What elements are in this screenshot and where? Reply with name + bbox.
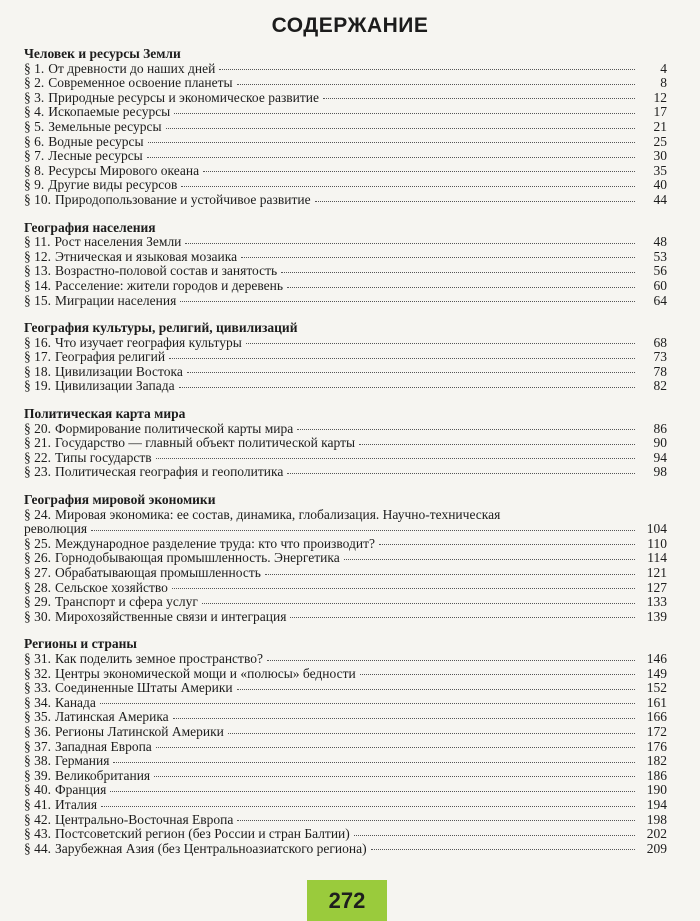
toc-entry-title [24,178,177,193]
page-ref: 209 [646,840,667,856]
section-number: § 43. [24,826,51,842]
dot-leader [354,835,635,836]
page-ref: 12 [653,89,667,105]
toc-entry-title [24,681,233,696]
toc-entry[interactable] [24,379,667,394]
toc-entry-title [24,667,356,682]
page-ref: 176 [646,738,667,754]
toc-entry-title [24,551,340,566]
entry-text: Государство — главный объект политической карты [55,435,356,451]
entry-text: Международное разделение труда: кто что производит? [55,535,375,551]
entry-text: Возрастно-половой состав и занятость [55,263,278,279]
entry-text: Соединенные Штаты Америки [55,680,233,696]
dot-leader [371,849,635,850]
toc-entry-title [24,710,169,725]
section-number: § 15. [24,292,51,308]
page-ref: 98 [653,464,667,480]
toc-entry[interactable] [24,451,667,466]
entry-text: Что изучает география культуры [55,334,242,350]
toc-entry-title [24,740,152,755]
dot-leader [202,603,635,604]
toc-entry[interactable] [24,91,667,106]
toc-entry[interactable] [24,365,667,380]
toc-entry[interactable] [24,294,667,309]
entry-text: Цивилизации Востока [55,363,183,379]
toc-entry-title [24,91,319,106]
toc-entry[interactable] [24,436,667,451]
section-number: § 6. [24,133,45,149]
dot-leader [101,806,635,807]
section-number: § 25. [24,535,51,551]
page-ref: 190 [646,782,667,798]
toc-entry-title [24,436,355,451]
entry-text: Латинская Америка [55,709,169,725]
entry-text: Лесные ресурсы [48,148,143,164]
toc-entry-title [24,842,367,857]
toc-entry-title [24,754,109,769]
page-ref: 127 [646,579,667,595]
toc-entry-title [24,294,176,309]
page-ref: 44 [653,191,667,207]
dot-leader [287,287,635,288]
entry-text: Этническая и языковая мозаика [55,248,238,264]
page-ref: 194 [646,796,667,812]
toc-entry-title [24,610,286,625]
section-number: § 35. [24,709,51,725]
dot-leader [169,358,635,359]
entry-text: Другие виды ресурсов [48,177,178,193]
dot-leader [185,243,635,244]
toc-entry[interactable] [24,798,667,813]
page-ref: 186 [646,767,667,783]
section-number: § 40. [24,782,51,798]
page-ref: 25 [653,133,667,149]
section-number: § 13. [24,263,51,279]
section-number: § 4. [24,104,45,120]
toc-entry-title [24,827,350,842]
toc-entry[interactable] [24,740,667,755]
entry-text: Политическая география и геополитика [55,464,284,480]
toc-entry[interactable] [24,164,667,179]
section-number: § 3. [24,89,45,105]
section-number: § 44. [24,840,51,856]
page-ref: 139 [646,608,667,624]
page-ref: 149 [646,665,667,681]
section-number: § 41. [24,796,51,812]
entry-text: От древности до наших дней [48,60,216,76]
entry-text: Мировая экономика: ее состав, динамика, глобализация. Научно-техническая [55,506,501,522]
section-number: § 16. [24,334,51,350]
toc-entry-title [24,783,106,798]
toc-entry-title [24,422,293,437]
toc-entry[interactable] [24,235,667,250]
toc-entry-title [24,164,199,179]
section-number: § 38. [24,753,51,769]
toc-section [24,47,667,208]
entry-text: Расселение: жители городов и деревень [55,277,284,293]
section-number: § 42. [24,811,51,827]
page-ref: 94 [653,449,667,465]
toc-entry[interactable] [24,178,667,193]
entry-text: Франция [55,782,107,798]
section-number: § 24. [24,506,51,522]
toc-entry-title [24,813,233,828]
toc-entry[interactable] [24,610,667,625]
toc-entry-title [24,379,175,394]
entry-text: Сельское хозяйство [55,579,168,595]
toc-entry[interactable] [24,667,667,682]
toc-entry[interactable] [24,827,667,842]
page-ref: 21 [653,118,667,134]
dot-leader [287,473,635,474]
toc-entry-title [24,508,500,523]
toc-entry-title [24,696,96,711]
dot-leader [173,718,635,719]
page-ref: 53 [653,248,667,264]
section-number: § 14. [24,277,51,293]
toc-entry[interactable] [24,783,667,798]
entry-text: Современное освоение планеты [48,75,233,91]
entry-text: Зарубежная Азия (без Центральноазиатского региона) [55,840,367,856]
toc-entry[interactable] [24,595,667,610]
dot-leader [154,776,635,777]
toc-entry[interactable] [24,681,667,696]
dot-leader [315,201,635,202]
toc-entry-title [24,451,152,466]
dot-leader [110,791,635,792]
page-ref: 202 [646,826,667,842]
section-heading: Регионы и страны [24,636,137,652]
toc-section [24,321,667,394]
toc-entry[interactable] [24,813,667,828]
entry-text: Горнодобывающая промышленность. Энергетика [55,550,340,566]
page-ref: 198 [646,811,667,827]
page-ref: 78 [653,363,667,379]
toc-entry-title [24,62,215,77]
toc-entry[interactable] [24,769,667,784]
entry-text: Германия [55,753,110,769]
section-number: § 8. [24,162,45,178]
toc-entry[interactable] [24,508,667,523]
entry-text: Цивилизации Запада [55,378,175,394]
toc-entry[interactable] [24,696,667,711]
toc-section [24,407,667,480]
dot-leader [237,84,635,85]
toc-entry[interactable] [24,149,667,164]
dot-leader [281,272,635,273]
entry-text: Мирохозяйственные связи и интеграция [55,608,287,624]
toc-entry[interactable] [24,76,667,91]
toc-entry[interactable] [24,105,667,120]
dot-leader [267,660,635,661]
dot-leader [172,588,635,589]
section-number: § 1. [24,60,45,76]
toc-section [24,637,667,856]
toc-entry[interactable] [24,279,667,294]
section-number: § 7. [24,148,45,164]
toc-entry-title [24,652,263,667]
dot-leader [379,544,635,545]
section-number: § 26. [24,550,51,566]
toc-entry[interactable] [24,336,667,351]
entry-text: Великобритания [55,767,151,783]
toc-section [24,493,667,624]
entry-text: Западная Европа [55,738,152,754]
page-ref: 86 [653,420,667,436]
toc-entry[interactable] [24,193,667,208]
section-heading: Политическая карта мира [24,406,186,422]
page-ref: 82 [653,378,667,394]
section-number: § 20. [24,420,51,436]
toc-entry-title [24,798,97,813]
toc-entry-title [24,264,277,279]
section-heading: Человек и ресурсы Земли [24,46,181,61]
page-ref: 110 [647,535,667,551]
dot-leader [241,257,635,258]
page-ref: 56 [653,263,667,279]
entry-text: Центры экономической мощи и «полюсы» бедности [55,665,356,681]
page-ref: 152 [646,680,667,696]
entry-text: Как поделить земное пространство? [55,650,263,666]
section-number: § 19. [24,378,51,394]
section-number: § 11. [24,234,51,250]
dot-leader [148,142,635,143]
page-ref: 104 [646,521,667,537]
toc-entry[interactable] [24,120,667,135]
entry-text: Водные ресурсы [48,133,144,149]
dot-leader [180,301,635,302]
entry-text: Типы государств [55,449,152,465]
entry-text-continued: революция [24,521,88,537]
entry-text: Италия [55,796,98,812]
section-number: § 5. [24,118,45,134]
section-heading: География мировой экономики [24,492,216,508]
toc-entry-continuation[interactable] [24,522,667,537]
dot-leader [237,689,635,690]
toc-entry-title [24,595,198,610]
section-heading: География населения [24,219,156,235]
page-ref: 8 [660,75,667,91]
toc-entry-title [24,566,261,581]
entry-text: Постсоветский регион (без России и стран Балтии) [55,826,350,842]
section-number: § 2. [24,75,45,91]
toc-entry[interactable] [24,537,667,552]
toc-entry-title [24,279,283,294]
page-ref: 17 [653,104,667,120]
section-number: § 22. [24,449,51,465]
entry-text: Центрально-Восточная Европа [55,811,234,827]
entry-text: Обрабатывающая промышленность [55,565,261,580]
section-number: § 28. [24,579,51,595]
toc-entry[interactable] [24,62,667,77]
toc-entry-title [24,149,143,164]
dot-leader [187,372,635,373]
entry-text: Ископаемые ресурсы [48,104,171,120]
toc-entry[interactable] [24,264,667,279]
page-ref: 60 [653,277,667,293]
section-number: § 33. [24,680,51,696]
section-number: § 12. [24,248,51,264]
section-number: § 30. [24,608,51,624]
page-number-badge: 272 [307,880,387,921]
section-number: § 37. [24,738,51,754]
section-number: § 36. [24,723,51,739]
dot-leader [290,617,635,618]
dot-leader [344,559,635,560]
entry-text: Транспорт и сфера услуг [55,594,198,610]
toc-entry-title [24,537,375,552]
toc-entry-title [24,769,150,784]
dot-leader [100,703,635,704]
toc-entry[interactable] [24,842,667,857]
toc-entry[interactable] [24,754,667,769]
page-ref: 30 [653,148,667,164]
toc-entry-title [24,105,170,120]
dot-leader [166,128,635,129]
page-ref: 182 [646,753,667,769]
page-ref: 133 [646,594,667,610]
toc-entry-title [24,120,162,135]
page-ref: 73 [653,349,667,365]
dot-leader [203,171,635,172]
page-title: СОДЕРЖАНИЕ [271,14,429,37]
dot-leader [181,186,635,187]
section-heading: География культуры, религий, цивилизаций [24,320,298,336]
entry-text: Природные ресурсы и экономическое развитие [48,89,320,105]
toc-entry-title [24,350,165,365]
section-number: § 18. [24,363,51,379]
toc-entry[interactable] [24,465,667,480]
dot-leader [156,458,635,459]
entry-text: Земельные ресурсы [48,118,162,134]
toc-entry-title [24,135,144,150]
toc-entry[interactable] [24,725,667,740]
toc-entry[interactable] [24,250,667,265]
page-ref: 146 [646,650,667,666]
section-number: § 34. [24,694,51,710]
toc-entry-title [24,250,237,265]
toc-entry-title [24,725,224,740]
dot-leader [323,98,635,99]
page-ref: 114 [647,550,667,566]
dot-leader [219,69,635,70]
page-ref: 121 [646,565,667,580]
dot-leader [360,674,635,675]
section-number: § 21. [24,435,51,451]
section-number: § 32. [24,665,51,681]
page-ref: 172 [646,723,667,739]
toc-entry-title [24,336,242,351]
dot-leader [237,820,635,821]
entry-text: Канада [55,694,96,710]
entry-text: Регионы Латинской Америки [55,723,224,739]
toc-entry-title [24,365,183,380]
toc-entry[interactable] [24,135,667,150]
page-ref: 35 [653,162,667,178]
toc-entry[interactable] [24,581,667,596]
entry-text: Рост населения Земли [54,234,182,250]
section-number: § 23. [24,464,51,480]
toc-entry-title [24,193,311,208]
page-ref: 90 [653,435,667,451]
dot-leader [179,387,635,388]
dot-leader [359,444,635,445]
dot-leader [228,733,635,734]
page-ref: 64 [653,292,667,308]
page-ref: 4 [660,60,667,76]
toc-entry[interactable] [24,652,667,667]
toc-entry[interactable] [24,350,667,365]
toc-entry-title [24,581,168,596]
dot-leader [265,574,635,575]
section-number: § 10. [24,191,51,207]
toc-section [24,221,667,309]
section-number: § 27. [24,565,51,580]
page-ref: 40 [653,177,667,193]
entry-text: Миграции населения [55,292,177,308]
dot-leader [91,530,635,531]
page-ref: 48 [653,234,667,250]
page-ref: 68 [653,334,667,350]
toc-entry-title [24,76,233,91]
section-number: § 31. [24,650,51,666]
dot-leader [246,343,635,344]
dot-leader [297,429,635,430]
toc-entry[interactable] [24,566,667,581]
dot-leader [174,113,635,114]
dot-leader [113,762,635,763]
dot-leader [156,747,635,748]
dot-leader [147,157,635,158]
toc-entry[interactable] [24,422,667,437]
toc-entry[interactable] [24,710,667,725]
entry-text: География религий [55,349,166,365]
toc-entry[interactable] [24,551,667,566]
section-number: § 39. [24,767,51,783]
table-of-contents [24,47,667,869]
toc-entry-title [24,235,181,250]
entry-text: Формирование политической карты мира [55,420,294,436]
section-number: § 17. [24,349,51,365]
section-number: § 9. [24,177,45,193]
page-ref: 161 [646,694,667,710]
toc-entry-title [24,465,283,480]
section-number: § 29. [24,594,51,610]
entry-text: Природопользование и устойчивое развитие [55,191,311,207]
page-ref: 166 [646,709,667,725]
entry-text: Ресурсы Мирового океана [48,162,200,178]
